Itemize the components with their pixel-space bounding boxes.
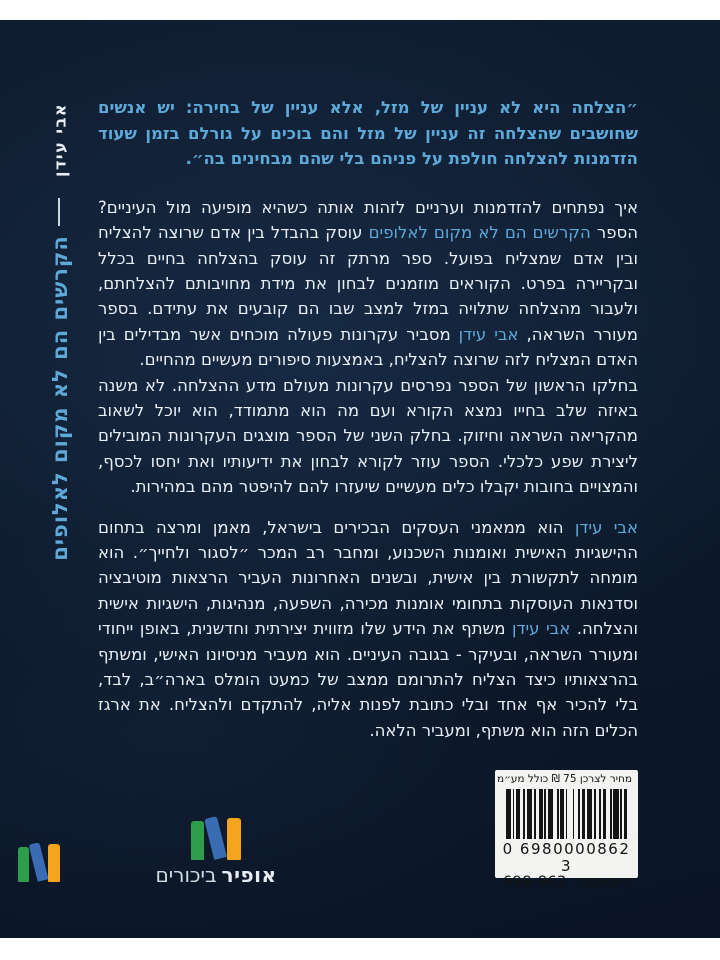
spine-divider-line	[58, 198, 60, 226]
synopsis-text: עוסק בהבדל בין אדם שרוצה להצליח ובין אדם שמצליח בפועל. ספר מרתק זה עוסק בהצלחה בחיים בכלל ובקריירה בפרט. הקוראים מוזמנים לבחון את מידת מחויבותם להצלחתם, ולעבור מהצלחה שתלויה במזל למצב שבו הם קובעים את עתידם. בספר מעורר השראה,	[98, 223, 638, 344]
danacode-label: דאנאקוד	[574, 874, 631, 891]
publisher-name	[148, 863, 284, 887]
danacode-value: 698-862	[502, 874, 567, 891]
books-icon	[18, 842, 60, 882]
blue-book-icon	[29, 842, 49, 882]
book-title-mention: הקרשים הם לא מקום לאלופים	[368, 223, 591, 243]
orange-book-icon	[48, 844, 60, 882]
spine-author-name: אבי עידן	[50, 103, 70, 177]
barcode-number: 0 6980000862 3	[502, 840, 631, 875]
danacode	[501, 874, 632, 891]
orange-book-icon	[227, 818, 241, 860]
author-name-mention: אבי עידן	[458, 324, 519, 344]
cover-quote: ״הצלחה היא לא עניין של מזל, אלא עניין של בחירה: יש אנשים שחושבים שהצלחה זה עניין של מזל והם בוכים על גורלם בזמן שעוד הזדמנות להצלחה חולפת על פניהם בלי שהם מבחינים בה״.	[98, 98, 638, 169]
synopsis	[98, 195, 638, 500]
price-label: מחיר לצרכן 75 ₪ כולל מע״מ	[496, 773, 632, 785]
bio-text: הוא ממאמני העסקים הבכירים בישראל, מאמן ומרצה בתחום ההישגיות האישית ואומנות השכנוע, ומחבר רב המכר ״לסגור ולחייך״. הוא מומחה לתקשורת בין אישית, ובשנים האחרונות העביר הרצאות מוטיבציה וסדנאות העוסקות בתחומי אומנות מכירה, השפעה, מנהיגות, הישגיות אישית והצלחה.	[98, 517, 638, 639]
corner-books-logo	[18, 842, 60, 882]
back-cover	[0, 20, 720, 938]
barcode-bars	[506, 789, 628, 839]
spine-book-title: הקרשים הם לא מקום לאלופים	[48, 235, 72, 561]
bio-paragraph	[98, 515, 638, 744]
green-book-icon	[191, 821, 204, 860]
bio-text: משתף את הידע שלו מזווית יצירתית וחדשנית, באופן ייחודי ומעורר השראה, ובעיקר - בגובה העיניים. הוא מעביר מניסיונו האישי, ומשתף בהרצאותיו כיצד הצליח להתרומם ממצב של כמעט הומלס בארה״ב, לבד, בלי להכיר אף אחד ובלי כתובת לפנות אליה, להתקדם ולהצליח. את ארגז הכלים הזה הוא משתף, ומעביר הלאה.	[98, 619, 638, 740]
publisher-name-secondary: ביכורים	[155, 863, 217, 887]
synopsis-text: מסביר עקרונות פעולה מוכחים אשר מבדילים בין האדם המצליח לזה שרוצה להצליח, באמצעות סיפורים מעשיים מהחיים.	[98, 324, 638, 370]
author-name-mention: אבי עידן	[574, 517, 638, 537]
publisher-logo	[148, 816, 284, 887]
publisher-name-primary: אופיר	[221, 863, 277, 887]
synopsis-text: איך נפתחים להזדמנות וערניים לזהות אותה כשהיא מופיעה מול העיניים? הספר	[98, 197, 638, 243]
back-cover-text-column	[98, 95, 638, 743]
synopsis-paragraph-2: בחלקו הראשון של הספר נפרסים עקרונות מעולם מדע ההצלחה. לא משנה באיזה שלב בחייו נמצא הקורא ועם מה הוא מתמודד, הוא יוכל לשאוב מהקריאה השראה וחיזוק. בחלק השני של הספר מוצגים העקרונות המובילים ליצירת שפע כלכלי. הספר עוזר לקורא לבחון את ידיעותיו ואת יחסו לכסף, והמצויים בחובות יקבלו כלים מעשיים שיעזרו להם להיפטר מהם במהירות.	[98, 375, 638, 497]
synopsis-paragraph-1	[98, 195, 638, 373]
author-bio	[98, 515, 638, 744]
author-name-mention: אבי עידן	[511, 619, 571, 639]
blue-book-icon	[204, 816, 227, 860]
green-book-icon	[18, 847, 29, 882]
books-icon	[148, 816, 284, 860]
barcode-label	[495, 770, 638, 891]
